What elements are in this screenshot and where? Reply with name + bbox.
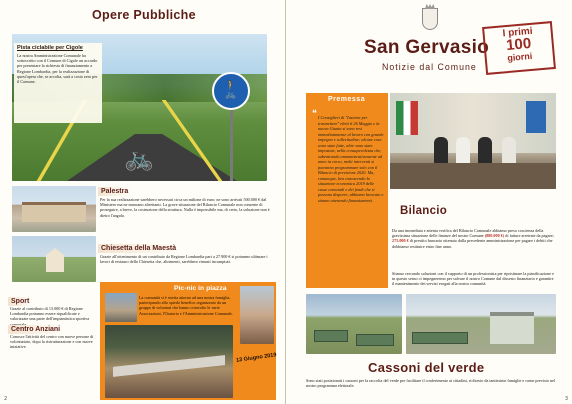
brand-title: San Gervasio xyxy=(364,37,490,58)
bilancio-text-2: Stiamo cercando soluzioni con il supporto di un professionista per ripristinare la pianificazione e in questo senso ci impegneremo per salvare il nostro Comune dal dissesto finanziario e garantire il mantenimento dei servizi erogati alla nostra comunità. xyxy=(392,271,554,287)
picnic-date: 13 Giugno 2019 xyxy=(235,352,277,364)
premessa-title: Premessa xyxy=(328,96,366,103)
chiesetta-text: Grazie all'ottenimento di un contributo da Regione Lombardia pari a 27.900 € si potranno ultimare i lavori di restauro della Chiesetta che, altrimenti, sarebbero rimasti incompiuti. xyxy=(100,254,268,265)
picnic-photo-tables xyxy=(105,325,233,398)
quote-icon: ❝ xyxy=(312,108,317,118)
coat-of-arms-icon xyxy=(422,8,438,30)
cycle-title: Pista ciclabile per Cigole xyxy=(17,45,83,51)
chiesetta-title: Chiesetta della Maestà xyxy=(98,244,179,253)
bilancio-text-1: Da una immediata e attenta verifica del Bilancio Comunale abbiamo preso coscienza della gravissima situazione delle finanze del nostro Comune (880.000 €) di fatture arretrate da pagare; 275.000 € di prestito bancario ottenuto dalla precedente amministrazione per pagare i debiti che dobbiamo restituire entro fine anno. xyxy=(392,228,554,249)
bicycle-icon: 🚲 xyxy=(124,144,154,172)
premessa-text: I Consiglieri di "Insieme per trasmettere" eletti il 26 Maggio e la nuova Giunta si sono resi immediatamente al lavoro con grande impegno e sollecitudine; alcune cose sono state fatte, altre sono state impostate, nella consapevolezza che, subentrando amministrativamente ad anno in corso, molti interventi si potranno programmare solo con il Bilancio di previsione 2020. Ma, comunque, ben conoscendo la situazione economica 2019 delle casse comunali e dei fondi che si possono disporre, abbiamo lavorato e stiamo ottenendo finanziamenti. xyxy=(318,115,384,203)
sport-title: Sport xyxy=(8,297,32,306)
picnic-photo-street xyxy=(105,293,137,322)
picnic-title: Pic-nic in piazza xyxy=(174,285,227,292)
page-number-left: 2 xyxy=(4,396,8,402)
sport-text: Grazie al contributo di 13.000 € di Regione Lombardia potranno essere riqualificate e valorizzate una parte dell'impiantistica sportiva xyxy=(10,306,90,322)
cassoni-photo-2 xyxy=(406,294,556,354)
bilancio-title: Bilancio xyxy=(400,205,448,217)
palestra-title: Palestra xyxy=(98,187,131,196)
anziani-title: Centro Anziani xyxy=(8,325,63,334)
brand-subtitle: Notizie dal Comune xyxy=(382,62,477,72)
pedestrian-bicycle-sign-icon: 🚶 🚲 xyxy=(212,72,250,110)
council-photo xyxy=(390,93,556,189)
page-number-right: 3 xyxy=(564,396,568,402)
palestra-photo xyxy=(12,186,96,232)
section-title: Opere Pubbliche xyxy=(92,8,196,22)
picnic-photo-arcade xyxy=(240,286,274,344)
picnic-text: La comunità si è stretta attorno ad una nostra famiglia, partecipando allo spiedo benefico organizzato da un gruppo di volontari che hanno coinvolto le varie Associazioni, l'Oratorio e l'Amministrazione Comunale. xyxy=(139,295,234,316)
cassoni-title: Cassoni del verde xyxy=(368,360,485,375)
first-100-days-stamp: I primi 100 giorni xyxy=(482,21,556,75)
bilancio-amount-2: 275.000 € xyxy=(392,238,409,244)
cassoni-photo-1 xyxy=(306,294,402,354)
bilancio-amount-1: (880.000 €) xyxy=(484,233,505,239)
chiesetta-photo xyxy=(12,236,96,282)
cassoni-text: Sono stati posizionati i cassoni per la raccolta del verde per facilitare il conferimento ai cittadini, richiesto da tantissime famiglie e come previsto nel nostro programma elettorale. xyxy=(306,378,556,389)
cycle-text: La nostra Amministrazione Comunale ha sottoscritto con il Comune di Cigole un accordo per presentare la richiesta di finanziamento a Regione Lombardia, per la realizzazione di quest'opera che, se accolta, sarà a costo zero per il Comune. xyxy=(17,53,98,85)
anziani-text: Conosce l'attività del centro con nuove persone di volontariato, dopo la ristrutturazione e con nuove iniziative. xyxy=(10,334,94,350)
palestra-text: Per la sua realizzazione sarebbero necessari circa un milione di euro; ne sono arrivati 500.000 € dal Ministero ma ne mancano altrettanti. La grave situazione del Bilancio Comunale non consente di proseguire, a breve, la costruzione della struttura. Nulla è impossibile ma, di certo, la soluzione non è dietro l'angolo. xyxy=(100,197,270,218)
